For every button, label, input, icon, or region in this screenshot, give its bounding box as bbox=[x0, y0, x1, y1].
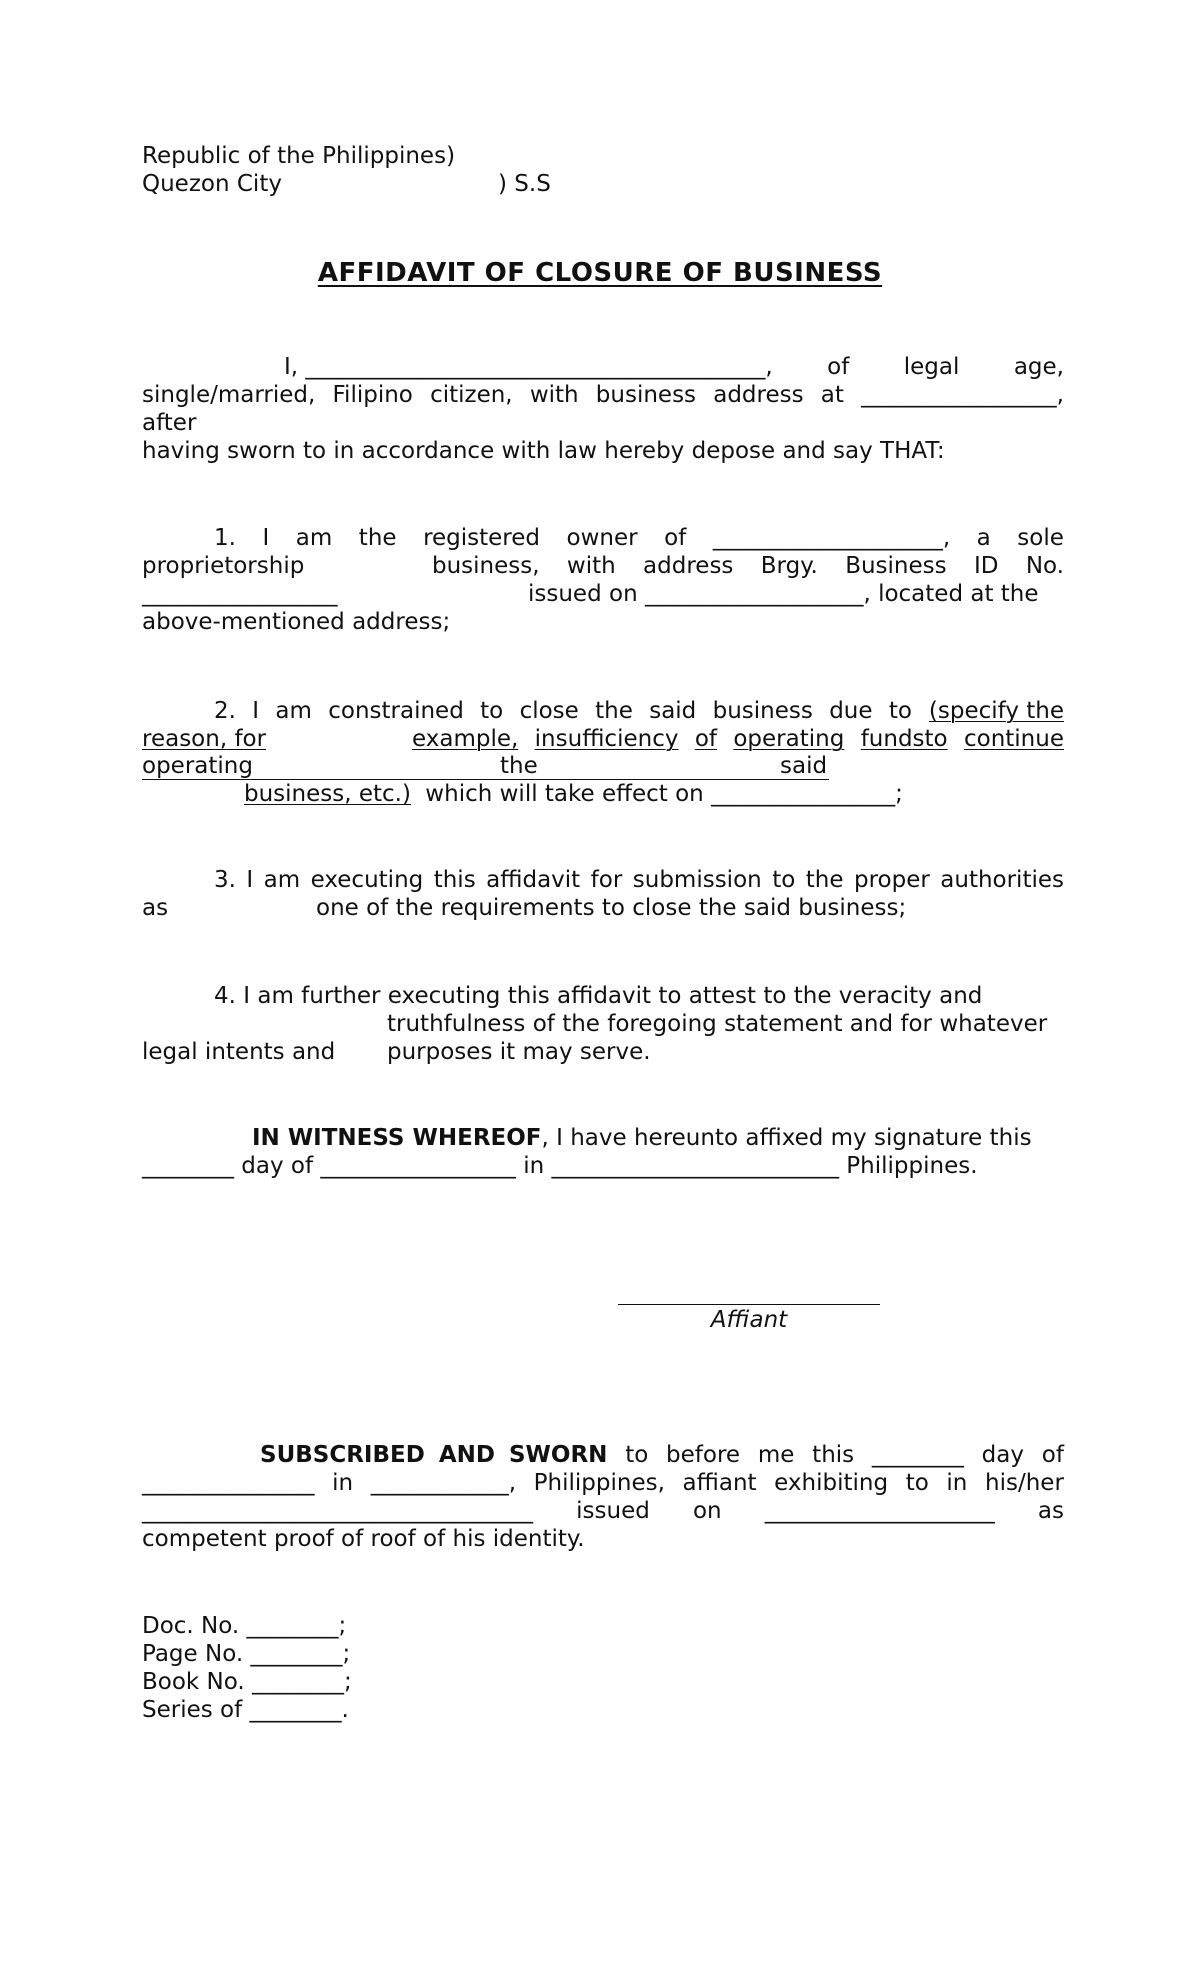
item1-word: 1. bbox=[214, 525, 236, 551]
jurat-word: exhibiting bbox=[774, 1470, 889, 1496]
venue-ss: ) S.S bbox=[498, 171, 551, 197]
item2-word: I bbox=[252, 698, 260, 724]
item1-word: ____________________, bbox=[712, 525, 951, 551]
jurat-word: to bbox=[625, 1442, 649, 1468]
item1-word: business, bbox=[432, 553, 540, 579]
jurat-line-4: competent proof of roof of his identity. bbox=[142, 1526, 585, 1552]
item2-line-2b bbox=[412, 725, 1064, 753]
affiant-signature-line bbox=[618, 1304, 880, 1305]
item2-word: the bbox=[595, 698, 633, 724]
item2-word: of bbox=[694, 726, 717, 752]
item1-line-4: above-mentioned address; bbox=[142, 609, 451, 635]
item1-word: a bbox=[976, 525, 991, 551]
jurat-word: day bbox=[981, 1442, 1024, 1468]
jurat-word: to bbox=[905, 1470, 929, 1496]
item1-word: Brgy. bbox=[760, 553, 818, 579]
jurat-line-1 bbox=[260, 1441, 1064, 1469]
notary-series: Series of ________. bbox=[142, 1697, 349, 1723]
item1-line-1 bbox=[214, 524, 1064, 552]
item2-line-3c: said bbox=[780, 753, 828, 779]
item2-line-2a: reason, for bbox=[142, 726, 267, 752]
intro-line-1 bbox=[284, 353, 1064, 381]
intro-word: _________________, bbox=[861, 382, 1064, 408]
item2-line-3a: operating bbox=[142, 753, 253, 779]
intro-line-2 bbox=[142, 381, 1064, 409]
item2-word: fundsto bbox=[860, 726, 948, 752]
item2-word: insufficiency bbox=[534, 726, 679, 752]
jurat-word: __________________________________ bbox=[142, 1498, 533, 1524]
item1-word: sole bbox=[1017, 525, 1064, 551]
item1-word: of bbox=[664, 525, 687, 551]
item1-word: am bbox=[295, 525, 333, 551]
intro-word: age, bbox=[1013, 354, 1064, 380]
jurat-word: on bbox=[692, 1498, 722, 1524]
jurat-line-3 bbox=[142, 1497, 1064, 1525]
item3-line-1: 3. I am executing this affidavit for submission to the proper authorities bbox=[214, 867, 1064, 893]
intro-word: at bbox=[820, 382, 844, 408]
item2-word: due bbox=[829, 698, 873, 724]
item1-word: with bbox=[566, 553, 616, 579]
intro-word: Filipino bbox=[332, 382, 413, 408]
item2-word: continue bbox=[963, 726, 1064, 752]
item4-line-3a: legal intents and bbox=[142, 1039, 336, 1065]
item2-line-1a bbox=[214, 697, 912, 725]
intro-word: business bbox=[595, 382, 697, 408]
intro-line-4: having sworn to in accordance with law hereby depose and say THAT: bbox=[142, 438, 945, 464]
item1-word: owner bbox=[566, 525, 638, 551]
item1-line-2b bbox=[432, 552, 1064, 580]
jurat-word: ____________, bbox=[370, 1470, 517, 1496]
item1-word: ID bbox=[973, 553, 999, 579]
item1-line-2a: proprietorship bbox=[142, 553, 305, 579]
item4-line-1: 4. I am further executing this affidavit to attest to the veracity and bbox=[214, 983, 983, 1009]
jurat-word: affiant bbox=[682, 1470, 757, 1496]
jurat-word: me bbox=[757, 1442, 795, 1468]
witness-bold: IN WITNESS WHEREOF bbox=[252, 1125, 542, 1151]
item3-line-2a: as bbox=[142, 895, 169, 921]
item1-word: I bbox=[262, 525, 270, 551]
jurat-word: in bbox=[946, 1470, 968, 1496]
item2-word: close bbox=[519, 698, 579, 724]
jurat-word: Philippines, bbox=[533, 1470, 665, 1496]
jurat-word: issued bbox=[576, 1498, 650, 1524]
item1-word: address bbox=[643, 553, 734, 579]
item2-line-4a: business, etc.) bbox=[244, 781, 411, 807]
item2-word: example, bbox=[412, 726, 519, 752]
item1-line-3a: _________________ bbox=[142, 581, 338, 607]
venue-line-1: Republic of the Philippines) bbox=[142, 143, 456, 169]
intro-word: with bbox=[529, 382, 579, 408]
jurat-word: before bbox=[666, 1442, 741, 1468]
intro-word: address bbox=[713, 382, 804, 408]
jurat-word: this bbox=[812, 1442, 855, 1468]
item4-line-2: truthfulness of the foregoing statement and for whatever bbox=[387, 1011, 1048, 1037]
jurat-word: ________ bbox=[871, 1442, 964, 1468]
intro-word: legal bbox=[903, 354, 960, 380]
item3-line-2b: one of the requirements to close the said business; bbox=[316, 895, 907, 921]
item2-word: operating bbox=[733, 726, 845, 752]
witness-rest: , I have hereunto affixed my signature this bbox=[541, 1125, 1032, 1151]
notary-book-no: Book No. ________; bbox=[142, 1669, 352, 1695]
intro-word: citizen, bbox=[430, 382, 513, 408]
notary-doc-no: Doc. No. ________; bbox=[142, 1613, 347, 1639]
item2-word: constrained bbox=[328, 698, 464, 724]
jurat-line-2 bbox=[142, 1469, 1064, 1497]
item2-word: business bbox=[712, 698, 813, 724]
item1-word: the bbox=[358, 525, 397, 551]
jurat-word: _______________ bbox=[142, 1470, 315, 1496]
witness-line-2: ________ day of _________________ in _________________________ Philippines. bbox=[142, 1153, 978, 1179]
witness-line-1 bbox=[252, 1124, 1032, 1152]
item1-word: Business bbox=[845, 553, 947, 579]
item1-word: No. bbox=[1025, 553, 1064, 579]
item2-line-1b: (specify the bbox=[928, 698, 1064, 724]
notary-page-no: Page No. ________; bbox=[142, 1641, 351, 1667]
item2-word: said bbox=[649, 698, 697, 724]
jurat-word: his/her bbox=[985, 1470, 1064, 1496]
intro-word: of bbox=[827, 354, 850, 380]
jurat-word: as bbox=[1037, 1498, 1064, 1524]
document-title: AFFIDAVIT OF CLOSURE OF BUSINESS bbox=[317, 258, 883, 288]
item2-line-4b: which will take effect on ________________; bbox=[418, 781, 903, 807]
item2-word: to bbox=[480, 698, 504, 724]
item1-line-3b: issued on ___________________, located at the bbox=[528, 581, 1039, 607]
item4-line-3b: purposes it may serve. bbox=[387, 1039, 651, 1065]
jurat-word: ____________________ bbox=[764, 1498, 995, 1524]
intro-word: single/married, bbox=[142, 382, 316, 408]
item2-word: 2. bbox=[214, 698, 236, 724]
item2-line-3b: the bbox=[500, 753, 538, 779]
jurat-bold: SUBSCRIBED AND SWORN bbox=[260, 1442, 608, 1468]
intro-word: I, ________________________________________, bbox=[284, 354, 773, 380]
item1-word: registered bbox=[423, 525, 541, 551]
intro-line-3: after bbox=[142, 410, 197, 436]
affiant-label: Affiant bbox=[710, 1307, 788, 1333]
venue-city: Quezon City bbox=[142, 171, 282, 197]
item2-word: to bbox=[888, 698, 912, 724]
item2-word: am bbox=[275, 698, 312, 724]
jurat-word: in bbox=[332, 1470, 354, 1496]
jurat-word: of bbox=[1041, 1442, 1064, 1468]
